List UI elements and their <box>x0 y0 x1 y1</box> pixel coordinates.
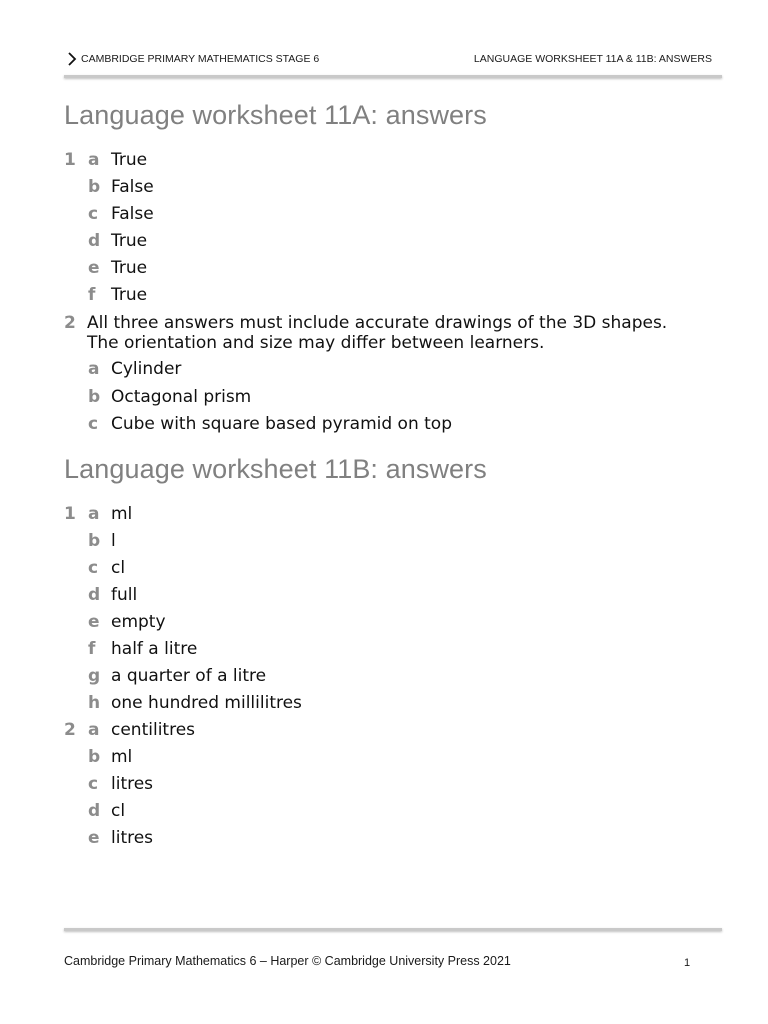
list-item <box>0 413 768 437</box>
item-letter: a <box>88 150 100 170</box>
list-item <box>0 719 768 743</box>
list-item <box>0 638 768 662</box>
item-letter: h <box>88 693 101 713</box>
item-letter: a <box>88 720 100 740</box>
list-item <box>0 827 768 851</box>
list-item <box>0 530 768 554</box>
item-letter: c <box>88 774 99 794</box>
item-letter: c <box>88 558 99 578</box>
list-item <box>0 800 768 824</box>
item-letter: f <box>88 639 96 659</box>
question-number: 2 <box>64 720 76 740</box>
answer-text: l <box>111 531 116 551</box>
answer-text: litres <box>111 774 154 794</box>
intro-line-2: The orientation and size may differ between learners. <box>87 333 545 353</box>
answer-text: ml <box>111 504 133 524</box>
answer-text: False <box>111 204 154 224</box>
answer-text: Cylinder <box>111 359 182 379</box>
answer-text: cl <box>111 801 126 821</box>
answer-text: True <box>111 231 148 251</box>
item-letter: f <box>88 285 96 305</box>
header-series-title: CAMBRIDGE PRIMARY MATHEMATICS STAGE 6 <box>81 53 320 65</box>
item-letter: b <box>88 747 101 767</box>
intro-line-1: All three answers must include accurate drawings of the 3D shapes. <box>87 313 668 333</box>
list-item <box>0 358 768 382</box>
answer-text: empty <box>111 612 166 632</box>
list-item <box>0 692 768 716</box>
answer-text: ml <box>111 747 133 767</box>
item-letter: b <box>88 177 101 197</box>
item-letter: c <box>88 414 99 434</box>
chevron-right-icon <box>64 52 80 66</box>
header-divider <box>64 75 722 78</box>
header-left <box>64 52 319 66</box>
page-number: 1 <box>684 957 691 969</box>
list-item <box>0 773 768 797</box>
answer-text: True <box>111 285 148 305</box>
item-letter: b <box>88 531 101 551</box>
list-item <box>0 611 768 635</box>
list-item <box>0 176 768 200</box>
list-item <box>0 503 768 527</box>
question-number: 2 <box>64 313 76 333</box>
list-item <box>0 203 768 227</box>
answer-text: True <box>111 258 148 278</box>
list-item <box>0 584 768 608</box>
answer-text: a quarter of a litre <box>111 666 267 686</box>
list-item <box>0 284 768 308</box>
item-letter: a <box>88 504 100 524</box>
question-number: 1 <box>64 504 76 524</box>
item-letter: b <box>88 387 101 407</box>
answer-text: cl <box>111 558 126 578</box>
page-header <box>64 50 712 68</box>
answer-text: centilitres <box>111 720 196 740</box>
item-letter: g <box>88 666 101 686</box>
answer-text: one hundred millilitres <box>111 693 302 713</box>
question-2-intro <box>87 313 727 353</box>
answer-text: Octagonal prism <box>111 387 252 407</box>
list-item <box>0 257 768 281</box>
section-b-title: Language worksheet 11B: answers <box>64 454 487 484</box>
list-item <box>0 230 768 254</box>
item-letter: a <box>88 359 100 379</box>
question-number: 1 <box>64 150 76 170</box>
answer-text: full <box>111 585 138 605</box>
footer-copyright: Cambridge Primary Mathematics 6 – Harper © Cambridge University Press 2021 <box>64 954 511 968</box>
answer-text: False <box>111 177 154 197</box>
answer-text: half a litre <box>111 639 198 659</box>
item-letter: e <box>88 258 100 278</box>
item-letter: d <box>88 585 101 605</box>
item-letter: d <box>88 231 101 251</box>
item-letter: c <box>88 204 99 224</box>
answer-text: Cube with square based pyramid on top <box>111 414 452 434</box>
answer-text: True <box>111 150 148 170</box>
list-item <box>0 386 768 410</box>
header-worksheet-title: LANGUAGE WORKSHEET 11A & 11B: ANSWERS <box>473 53 712 65</box>
list-item <box>0 149 768 173</box>
answer-text: litres <box>111 828 154 848</box>
list-item <box>0 557 768 581</box>
item-letter: d <box>88 801 101 821</box>
item-letter: e <box>88 612 100 632</box>
list-item <box>0 746 768 770</box>
section-a-title: Language worksheet 11A: answers <box>64 100 487 130</box>
list-item <box>0 665 768 689</box>
footer-divider <box>64 928 722 931</box>
item-letter: e <box>88 828 100 848</box>
